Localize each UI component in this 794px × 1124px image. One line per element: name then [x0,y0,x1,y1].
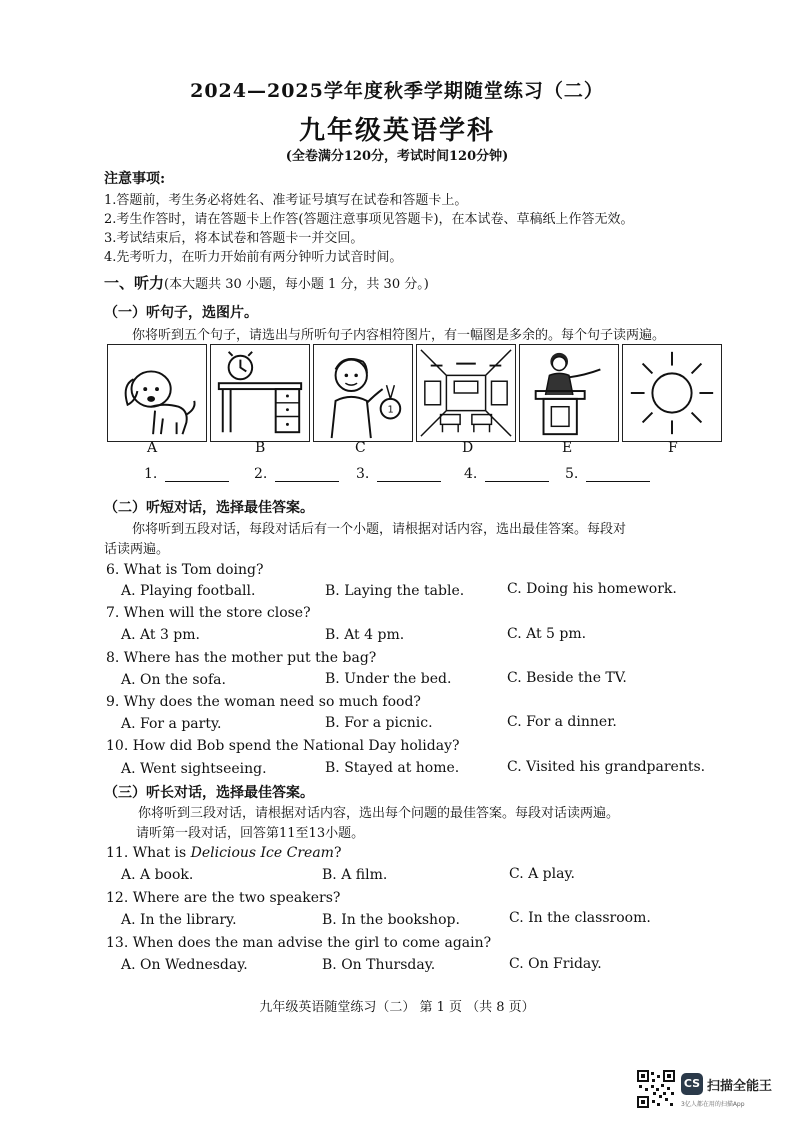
boy-with-watch-icon [313,344,413,442]
option-c[interactable]: C. Doing his homework. [507,581,677,597]
option-a[interactable]: A. Playing football. [121,583,256,599]
svg-text:1: 1 [387,404,394,416]
q11-prefix: 11. What is [106,845,191,861]
question-stem [106,845,341,861]
picture-label: E [562,440,573,456]
note-item: 2.考生作答时，请在答题卡上作答(答题注意事项见答题卡)，在本试卷、草稿纸上作答无效。 [104,212,634,227]
q11-title: Delicious Ice Cream [190,845,334,861]
option-c[interactable]: C. A play. [509,866,575,882]
blank-number: 1. [144,466,158,482]
blank-line [275,467,339,482]
part2-heading: （二）听短对话，选择最佳答案。 [104,500,314,516]
question-stem: 13. When does the man advise the girl to come again? [106,935,492,951]
part1-instruction: 你将听到五个句子，请选出与所听句子内容相符图片，有一幅图是多余的。每个句子读两遍。 [132,328,666,343]
option-c[interactable]: C. Beside the TV. [507,670,627,686]
option-b[interactable]: B. Laying the table. [325,583,465,599]
subject-title: 九年级英语学科 [298,116,495,146]
option-c[interactable]: C. For a dinner. [507,714,617,730]
answer-blank-2[interactable] [254,466,339,482]
option-a[interactable]: A. On Wednesday. [121,957,248,973]
option-a[interactable]: A. A book. [121,867,194,883]
dog-icon [107,344,207,442]
blank-line [586,467,650,482]
part3-instruction: 你将听到三段对话，请根据对话内容，选出每个问题的最佳答案。每段对话读两遍。 [138,806,620,821]
picture-label: B [255,440,266,456]
section-heading [104,272,429,293]
option-b[interactable]: B. Stayed at home. [325,760,460,776]
option-a[interactable]: A. For a party. [121,716,222,732]
question-stem: 10. How did Bob spend the National Day holiday? [106,738,460,754]
answer-blank-1[interactable] [144,466,229,482]
part2-instruction: 你将听到五段对话，每段对话后有一个小题，请根据对话内容，选出最佳答案。每段对 [132,522,627,537]
part1-heading: （一）听句子，选图片。 [104,305,258,321]
question-stem: 7. When will the store close? [106,605,311,621]
option-a[interactable]: A. On the sofa. [121,672,226,688]
option-c[interactable]: C. Visited his grandparents. [507,759,706,775]
blank-line [377,467,441,482]
question-stem: 9. Why does the woman need so much food? [106,694,421,710]
q11-suffix: ? [333,845,342,861]
exam-subtitle: (全卷满分120分，考试时间120分钟) [285,149,509,164]
sun-icon [622,344,722,442]
picture-label: D [462,440,474,456]
answer-blank-4[interactable] [464,466,549,482]
option-b[interactable]: B. Under the bed. [325,671,452,687]
notes-heading: 注意事项: [104,171,166,187]
qr-code-icon [637,1070,675,1108]
option-c[interactable]: C. In the classroom. [509,910,651,926]
option-b[interactable]: B. At 4 pm. [325,627,405,643]
part3-instruction-cont: 请听第一段对话，回答第11至13小题。 [136,826,365,841]
option-c[interactable]: C. At 5 pm. [507,626,587,642]
page-footer: 九年级英语随堂练习（二） 第 1 页 （共 8 页） [259,1000,535,1015]
picture-label: A [147,440,158,456]
section-heading-main: 一、听力 [104,274,165,292]
blank-number: 4. [464,466,478,482]
note-item: 3.考试结束后，将本试卷和答题卡一并交回。 [104,231,364,246]
teacher-podium-icon [519,344,619,442]
question-stem: 6. What is Tom doing? [106,562,264,578]
part3-heading: （三）听长对话，选择最佳答案。 [104,785,314,801]
option-a[interactable]: A. At 3 pm. [121,627,200,643]
picture-label: C [355,440,366,456]
option-a[interactable]: A. In the library. [121,912,237,928]
blank-number: 5. [565,466,579,482]
blank-line [165,467,229,482]
blank-line [485,467,549,482]
part2-instruction-cont: 话读两遍。 [104,542,170,557]
blank-number: 3. [356,466,370,482]
note-item: 4.先考听力，在听力开始前有两分钟听力试音时间。 [104,250,403,265]
classroom-icon [416,344,516,442]
picture-label: F [668,440,678,456]
answer-blank-5[interactable] [565,466,650,482]
option-a[interactable]: A. Went sightseeing. [121,761,267,777]
option-b[interactable]: B. On Thursday. [322,957,436,973]
question-stem: 12. Where are the two speakers? [106,890,341,906]
question-stem: 8. Where has the mother put the bag? [106,650,377,666]
blank-number: 2. [254,466,268,482]
note-item: 1.答题前，考生务必将姓名、准考证号填写在试卷和答题卡上。 [104,193,468,208]
desk-clock-icon [210,344,310,442]
option-c[interactable]: C. On Friday. [509,956,602,972]
picture-options [107,344,719,442]
option-b[interactable]: B. A film. [322,867,388,883]
camscanner-name: 扫描全能王 [707,1079,773,1094]
option-b[interactable]: B. In the bookshop. [322,912,460,928]
camscanner-tagline: 3亿人都在用的扫描App [681,1101,745,1108]
camscanner-logo-icon: CS [681,1073,703,1095]
section-heading-detail: (本大题共 30 小题，每小题 1 分，共 30 分。) [164,277,429,292]
option-b[interactable]: B. For a picnic. [325,715,433,731]
answer-blank-3[interactable] [356,466,441,482]
exam-title: 2024—2025学年度秋季学期随堂练习（二） [190,80,604,102]
